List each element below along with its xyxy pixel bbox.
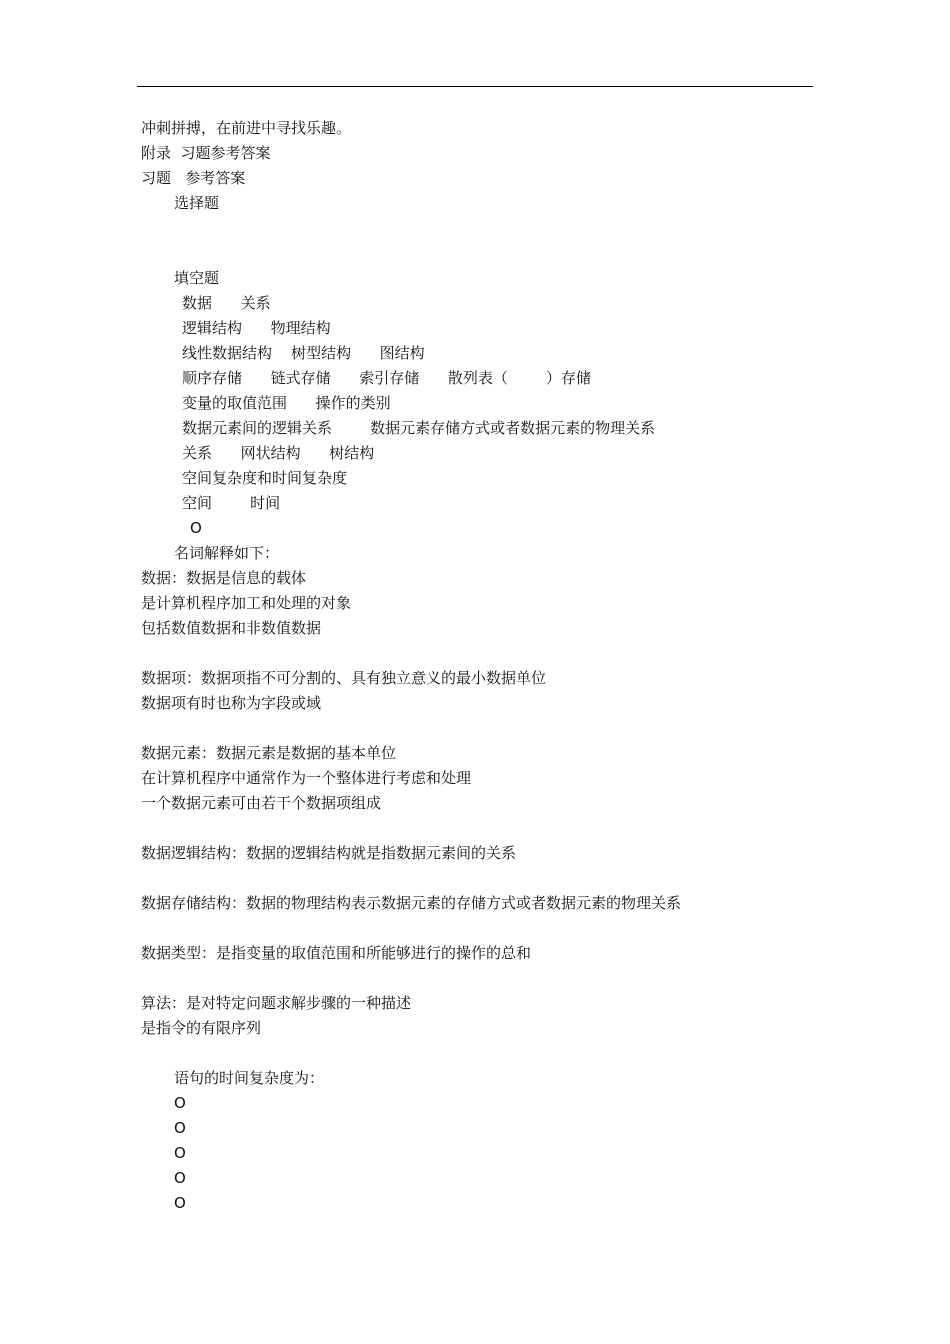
term-data-element-line: 一个数据元素可由若干个数据项组成: [141, 794, 382, 812]
section-title: 习题 参考答案: [141, 169, 246, 187]
complexity-mark: O: [174, 1119, 186, 1137]
term-data-line: 是计算机程序加工和处理的对象: [141, 594, 352, 612]
term-algorithm-line: 是指令的有限序列: [141, 1019, 262, 1037]
choice-heading: 选择题: [174, 194, 220, 212]
fill-answer: 逻辑结构 物理结构: [182, 319, 331, 337]
blank-space: [141, 866, 841, 891]
term-data-element-line: 在计算机程序中通常作为一个整体进行考虑和处理: [141, 769, 472, 787]
blank-space: [141, 1041, 841, 1066]
fill-answer: 顺序存储 链式存储 索引存储 散列表（ ）存储: [182, 369, 591, 387]
blank-space: [141, 641, 841, 666]
term-data-element-line: 数据元素：数据元素是数据的基本单位: [141, 744, 397, 762]
complexity-mark: O: [174, 1194, 186, 1212]
big-o-mark: O: [190, 519, 202, 537]
term-data-line: 数据：数据是信息的载体: [141, 569, 307, 587]
term-storage-structure: 数据存储结构：数据的物理结构表示数据元素的存储方式或者数据元素的物理关系: [141, 894, 682, 912]
term-data-type: 数据类型：是指变量的取值范围和所能够进行的操作的总和: [141, 944, 532, 962]
fill-answer: 空间复杂度和时间复杂度: [182, 469, 348, 487]
complexity-mark: O: [174, 1094, 186, 1112]
blank-space: [141, 966, 841, 991]
terms-heading: 名词解释如下：: [174, 544, 280, 562]
appendix-title: 附录 习题参考答案: [141, 144, 271, 162]
header-rule: [137, 86, 813, 87]
term-data-item-line: 数据项：数据项指不可分割的、具有独立意义的最小数据单位: [141, 669, 547, 687]
blank-space: [141, 716, 841, 741]
blank-space: [141, 916, 841, 941]
blank-space: [141, 216, 841, 266]
complexity-heading: 语句的时间复杂度为：: [174, 1069, 325, 1087]
fill-answer: 关系 网状结构 树结构: [182, 444, 375, 462]
fill-answer: 数据元素间的逻辑关系 数据元素存储方式或者数据元素的物理关系: [182, 419, 656, 437]
fill-answer: 数据 关系: [182, 294, 271, 312]
complexity-mark: O: [174, 1144, 186, 1162]
intro-line: 冲刺拼搏，在前进中寻找乐趣。: [141, 119, 352, 137]
fill-heading: 填空题: [174, 269, 220, 287]
fill-answer: 线性数据结构 树型结构 图结构: [182, 344, 425, 362]
fill-answer: 空间 时间: [182, 494, 281, 512]
term-data-item-line: 数据项有时也称为字段或域: [141, 694, 322, 712]
term-data-line: 包括数值数据和非数值数据: [141, 619, 322, 637]
fill-answer: 变量的取值范围 操作的类别: [182, 394, 391, 412]
term-logical-structure: 数据逻辑结构：数据的逻辑结构就是指数据元素间的关系: [141, 844, 517, 862]
blank-space: [141, 816, 841, 841]
complexity-mark: O: [174, 1169, 186, 1187]
document-body: [141, 116, 841, 1216]
term-algorithm-line: 算法：是对特定问题求解步骤的一种描述: [141, 994, 412, 1012]
